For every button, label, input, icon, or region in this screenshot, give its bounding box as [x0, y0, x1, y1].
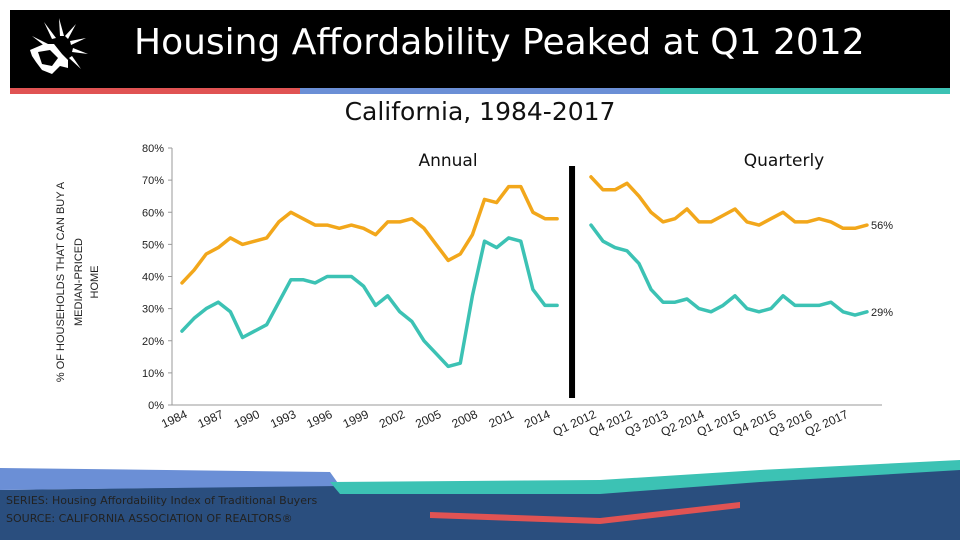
page-title: Housing Affordability Peaked at Q1 2012: [134, 22, 865, 63]
y-axis-label-line-2: MEDIAN-PRICED: [73, 237, 85, 327]
x-tick-label-quarterly: Q3 2016: [766, 407, 815, 440]
y-tick-label: 40%: [141, 271, 164, 284]
y-tick-label: 60%: [141, 207, 164, 220]
x-tick-label-annual: 1987: [195, 407, 226, 432]
y-axis-label-line-3: HOME: [89, 265, 101, 299]
x-tick-label-quarterly: Q2 2014: [658, 407, 707, 440]
x-tick-label-annual: 2002: [376, 407, 408, 432]
quarterly-series-line-2: [591, 177, 867, 228]
x-tick-label-quarterly: Q4 2012: [586, 407, 635, 440]
x-tick-label-quarterly: Q2 2017: [802, 407, 851, 440]
quarterly-series-line-3: [591, 225, 867, 315]
x-tick-label-quarterly: Q1 2015: [694, 407, 743, 440]
section-label-quarterly: Quarterly: [743, 151, 825, 171]
annual-series-line-0: [182, 187, 557, 283]
x-tick-label-annual: 2008: [449, 407, 480, 432]
y-tick-label: 20%: [141, 335, 164, 348]
x-tick-label-annual: 1996: [304, 407, 335, 432]
section-label-annual: Annual: [418, 151, 478, 171]
footer-notes: [6, 492, 317, 528]
x-tick-label-quarterly: Q4 2015: [730, 407, 779, 440]
y-tick-label: 30%: [141, 303, 164, 316]
chart-title: California, 1984-2017: [344, 97, 616, 126]
x-tick-label-annual: 1999: [340, 407, 371, 432]
source-note: SOURCE: CALIFORNIA ASSOCIATION OF REALTORS®: [6, 512, 293, 525]
y-tick-label: 50%: [141, 239, 164, 252]
x-tick-label-quarterly: Q3 2013: [622, 407, 671, 440]
y-tick-label: 80%: [141, 143, 164, 155]
x-tick-label-annual: 1990: [231, 407, 262, 432]
x-tick-label-annual: 2014: [522, 407, 553, 432]
y-axis-label-line-1: % OF HOUSEHOLDS THAT CAN BUY A: [55, 181, 67, 383]
y-tick-label: 10%: [141, 367, 164, 380]
annual-series-line-1: [182, 238, 557, 367]
x-tick-label-annual: 1984: [159, 407, 190, 432]
x-tick-label-annual: 2005: [413, 407, 444, 432]
x-tick-label-quarterly: Q1 2012: [550, 407, 599, 440]
y-tick-label: 70%: [141, 175, 164, 188]
end-data-label: 29%: [871, 306, 894, 319]
y-tick-label: 0%: [148, 400, 164, 412]
end-data-label: 56%: [871, 220, 894, 233]
x-tick-label-annual: 2011: [486, 407, 516, 431]
series-note: SERIES: Housing Affordability Index of Traditional Buyers: [6, 494, 318, 507]
x-tick-label-annual: 1993: [268, 407, 299, 432]
